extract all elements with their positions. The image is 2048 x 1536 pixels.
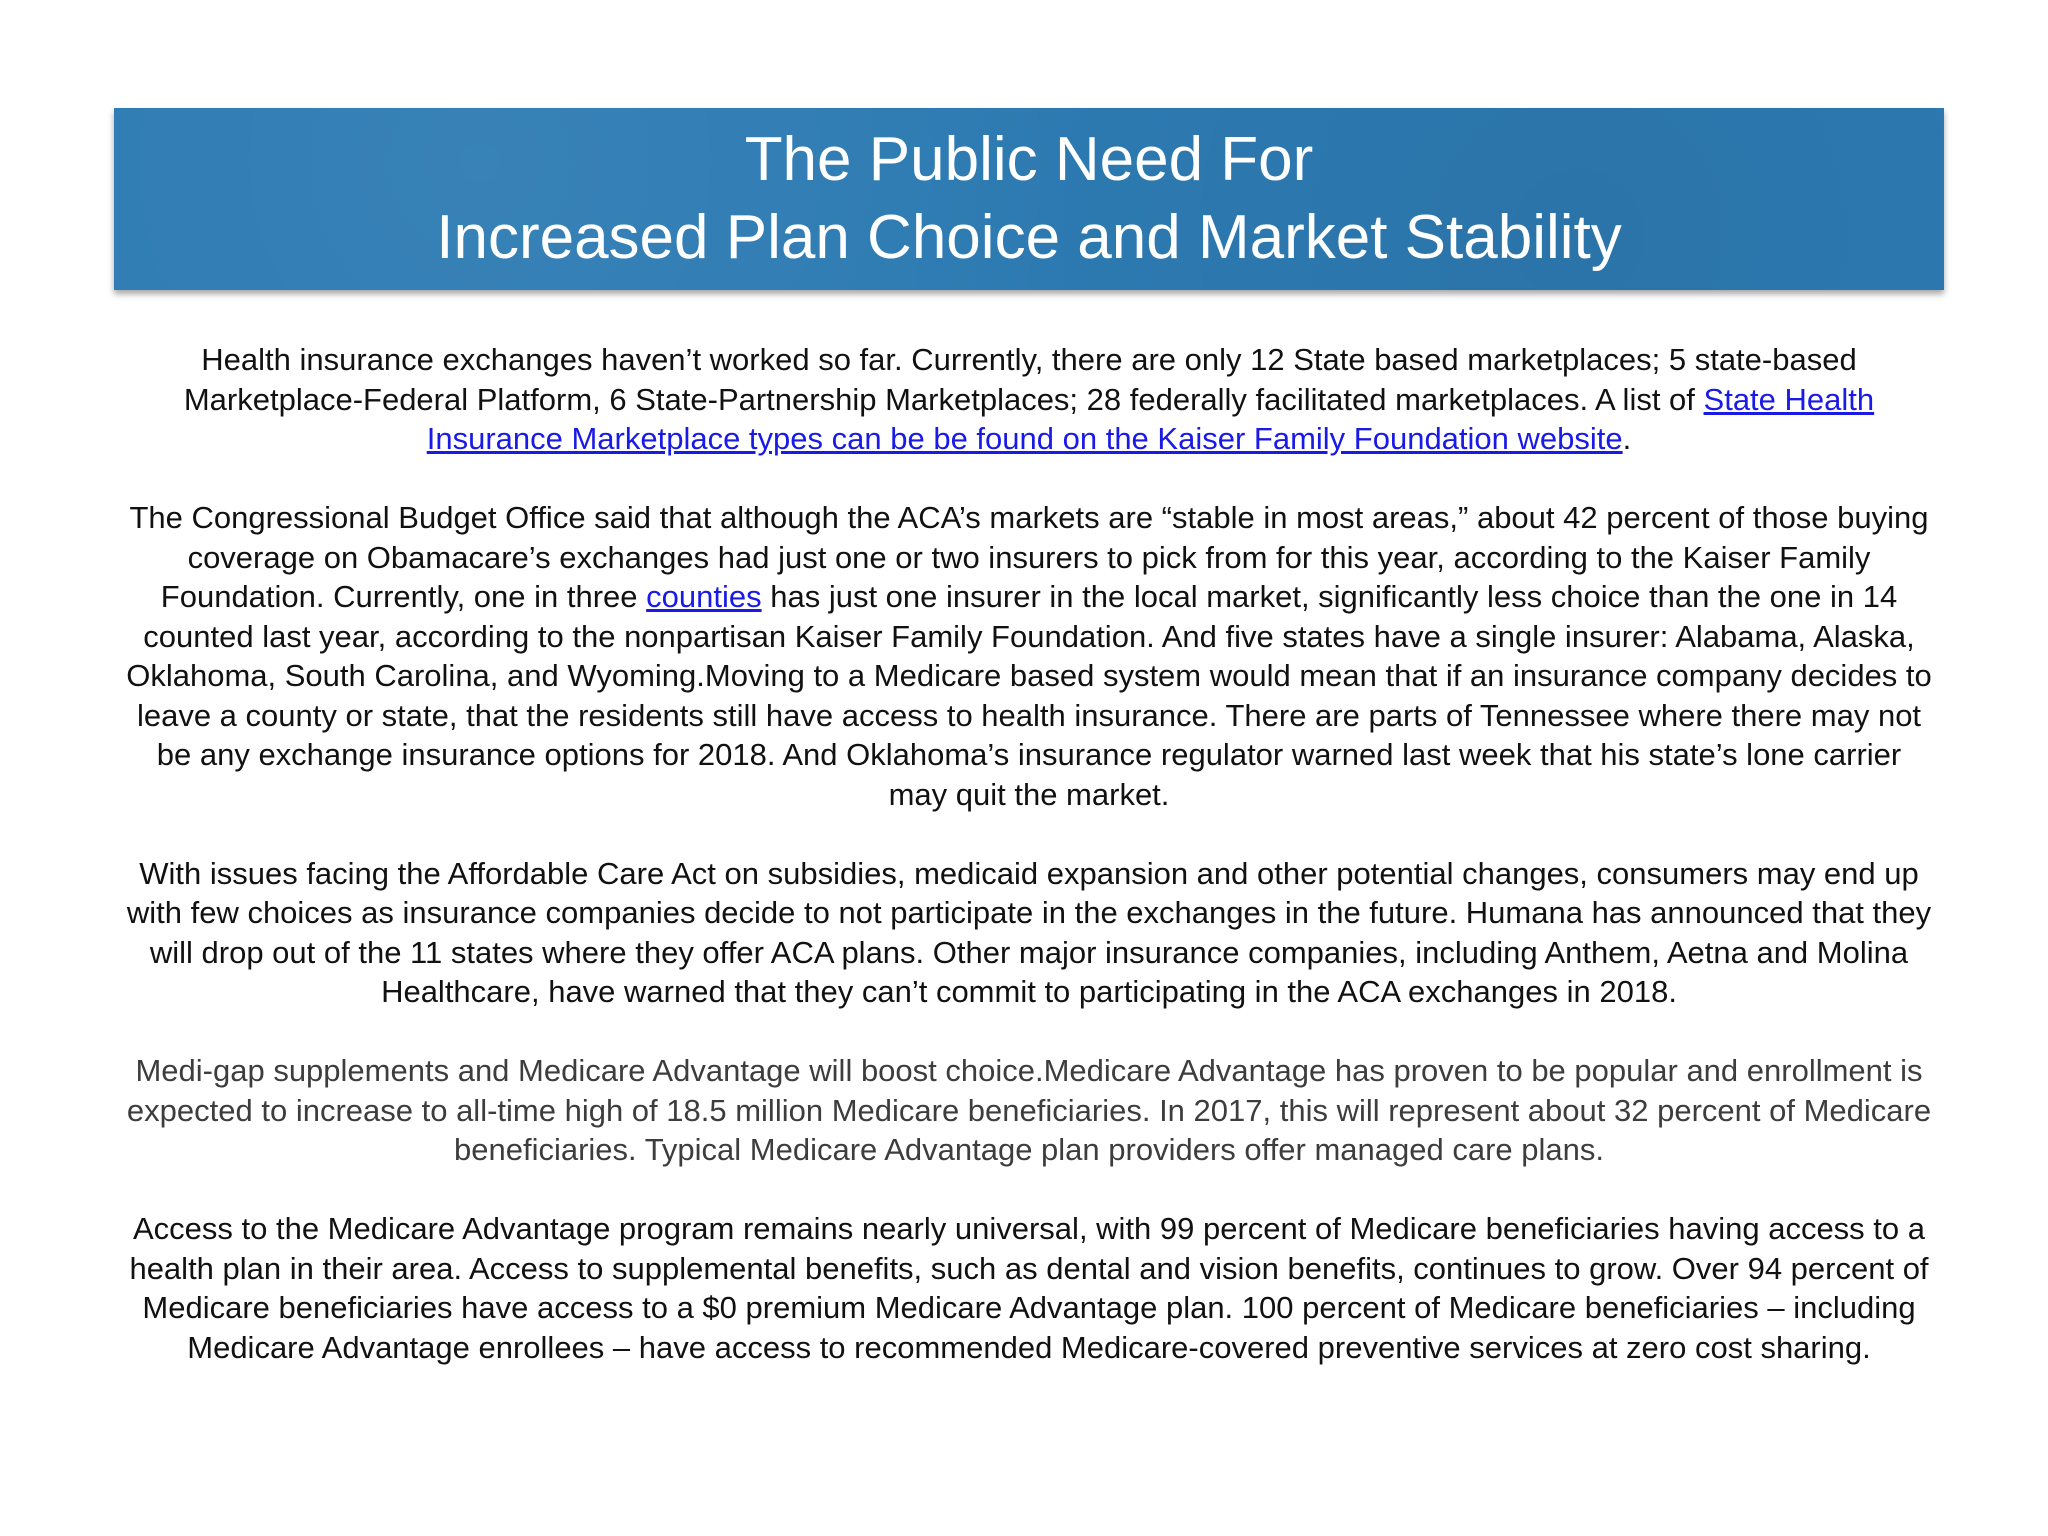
title-banner [114,108,1944,290]
paragraph-text: Health insurance exchanges haven’t worked so far. Currently, there are only 12 State based marketplaces; 5 state-based Marketplace-Federal Platform, 6 State-Partnership Marketplaces; 28 federally facilitated marketplaces. A list of [183,342,1857,417]
paragraph-medicare-advantage-access: Access to the Medicare Advantage program remains nearly universal, with 99 percent of Medicare beneficiaries having access to a health plan in their area. Access to supplemental benefits, such as dental and vision benefits, continues to grow. Over 94 percent of Medicare beneficiaries have access to a $0 premium Medicare Advantage plan. 100 percent of Medicare beneficiaries – including Medicare Advantage enrollees – have access to recommended Medicare-covered preventive services at zero cost sharing. [129,1211,1929,1365]
paragraph-text: has just one insurer in the local market, significantly less choice than the one in 14 counted last year, according to the nonpartisan Kaiser Family Foundation. And five states have a single insurer: Alabama, Alaska, Oklahoma, South Carolina, and Wyoming.Moving to a Medicare based system would mean that if an insurance company decides to leave a county or state, that the residents still have access to health insurance. There are parts of Tennessee where there may not be any exchange insurance options for 2018. And Oklahoma’s insurance regulator warned last week that his state’s lone carrier may quit the market. [126,579,1932,812]
paragraph-aca-issues: With issues facing the Affordable Care Act on subsidies, medicaid expansion and other potential changes, consumers may end up with few choices as insurance companies decide to not participate in the exchanges in the future. Humana has announced that they will drop out of the 11 states where they offer ACA plans. Other major insurance companies, including Anthem, Aetna and Molina Healthcare, have warned that they can’t commit to participating in the ACA exchanges in 2018. [126,855,1932,1009]
kff-marketplace-types-link[interactable]: State Health Insurance Marketplace types can be be found on the Kaiser Family Foundation website [426,381,1875,456]
paragraph-medigap: Medi-gap supplements and Medicare Advantage will boost choice.Medicare Advantage has proven to be popular and enrollment is expected to increase to all-time high of 18.5 million Medicare beneficiaries. In 2017, this will represent about 32 percent of Medicare beneficiaries. Typical Medicare Advantage plan providers offer managed care plans. [126,1053,1932,1167]
paragraph-exchanges [124,340,1934,459]
title-line-1: The Public Need For [744,125,1314,194]
paragraph-cbo [124,498,1934,814]
paragraph-text: The Congressional Budget Office said that although the ACA’s markets are “stable in most areas,” about 42 percent of those buying coverage on Obamacare’s exchanges had just one or two insurers to pick from for this year, according to the Kaiser Family Foundation. Currently, one in three [129,500,1929,614]
counties-link[interactable]: counties [646,579,762,614]
paragraph-text: . [1622,421,1632,456]
slide-body [124,340,1934,1407]
title-line-2: Increased Plan Choice and Market Stability [436,203,1622,272]
